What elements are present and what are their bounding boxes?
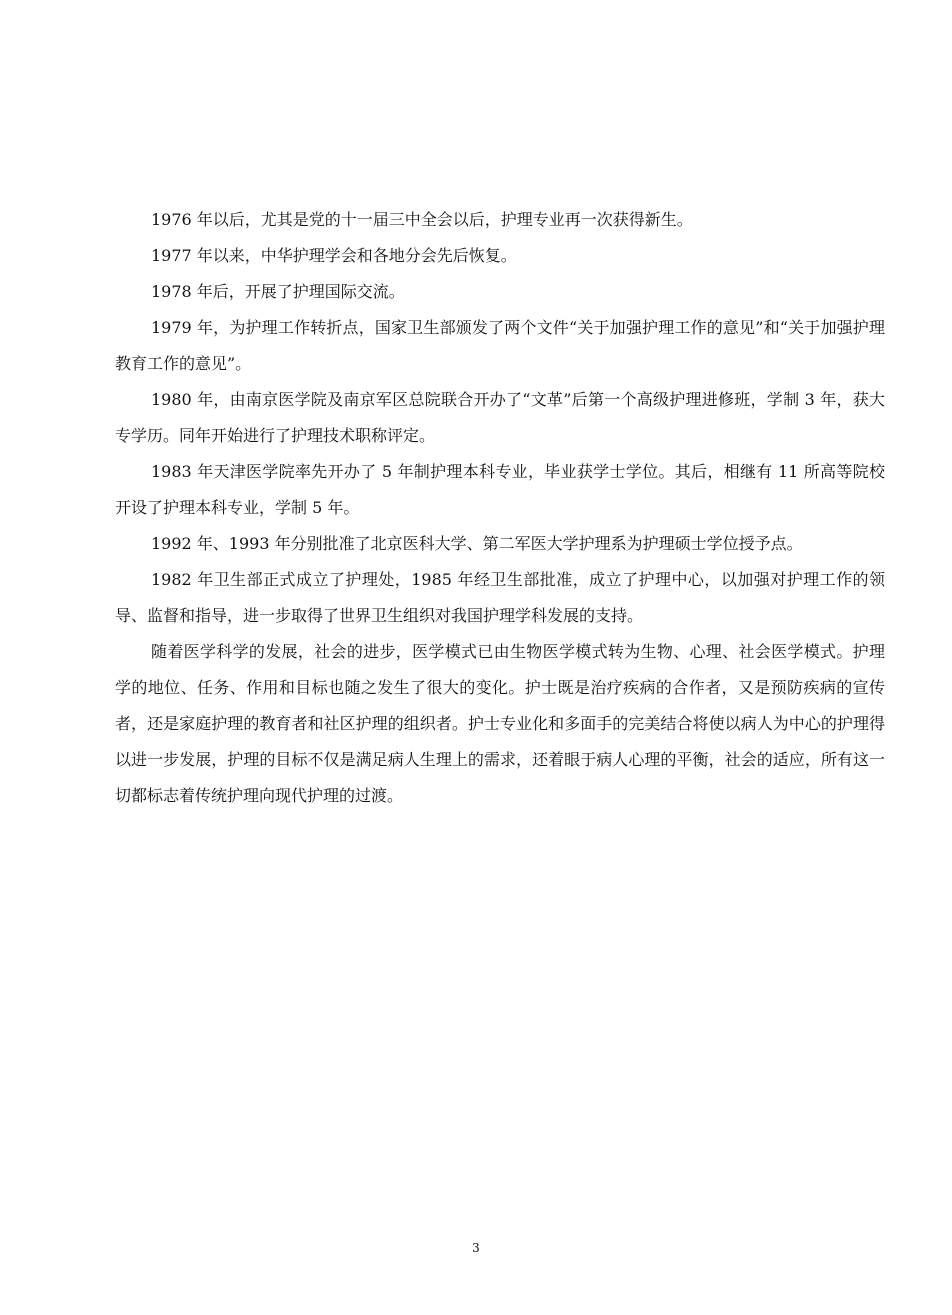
paragraph-medical-model: 随着医学科学的发展，社会的进步，医学模式已由生物医学模式转为生物、心理、社会医学模式。护理学的地位、任务、作用和目标也随之发生了很大的变化。护士既是治疗疾病的合作者，又是预防疾病的宣传者，还是家庭护理的教育者和社区护理的组织者。护士专业化和多面手的完美结合将使以病人为中心的护理得以进一步发展，护理的目标不仅是满足病人生理上的需求，还着眼于病人心理的平衡，社会的适应，所有这一切都标志着传统护理向现代护理的过渡。 bbox=[115, 642, 885, 805]
paragraph-1983: 1983 年天津医学院率先开办了 5 年制护理本科专业，毕业获学士学位。其后，相继有 11 所高等院校开设了护理本科专业，学制 5 年。 bbox=[115, 462, 885, 517]
body-text bbox=[115, 202, 885, 814]
paragraph-1978: 1978 年后，开展了护理国际交流。 bbox=[151, 282, 405, 301]
paragraph-1979: 1979 年，为护理工作转折点，国家卫生部颁发了两个文件“关于加强护理工作的意见”和“关于加强护理教育工作的意见”。 bbox=[115, 318, 885, 373]
paragraph-1980: 1980 年，由南京医学院及南京军区总院联合开办了“文革”后第一个高级护理进修班，学制 3 年，获大专学历。同年开始进行了护理技术职称评定。 bbox=[115, 390, 885, 445]
paragraph-1977: 1977 年以来，中华护理学会和各地分会先后恢复。 bbox=[151, 246, 517, 265]
paragraph-1992: 1992 年、1993 年分别批准了北京医科大学、第二军医大学护理系为护理硕士学位授予点。 bbox=[151, 534, 803, 553]
paragraph-1982: 1982 年卫生部正式成立了护理处，1985 年经卫生部批准，成立了护理中心，以加强对护理工作的领导、监督和指导，进一步取得了世界卫生组织对我国护理学科发展的支持。 bbox=[115, 570, 885, 625]
page-number: 3 bbox=[472, 1241, 480, 1255]
paragraph-1976: 1976 年以后，尤其是党的十一届三中全会以后，护理专业再一次获得新生。 bbox=[151, 210, 693, 229]
